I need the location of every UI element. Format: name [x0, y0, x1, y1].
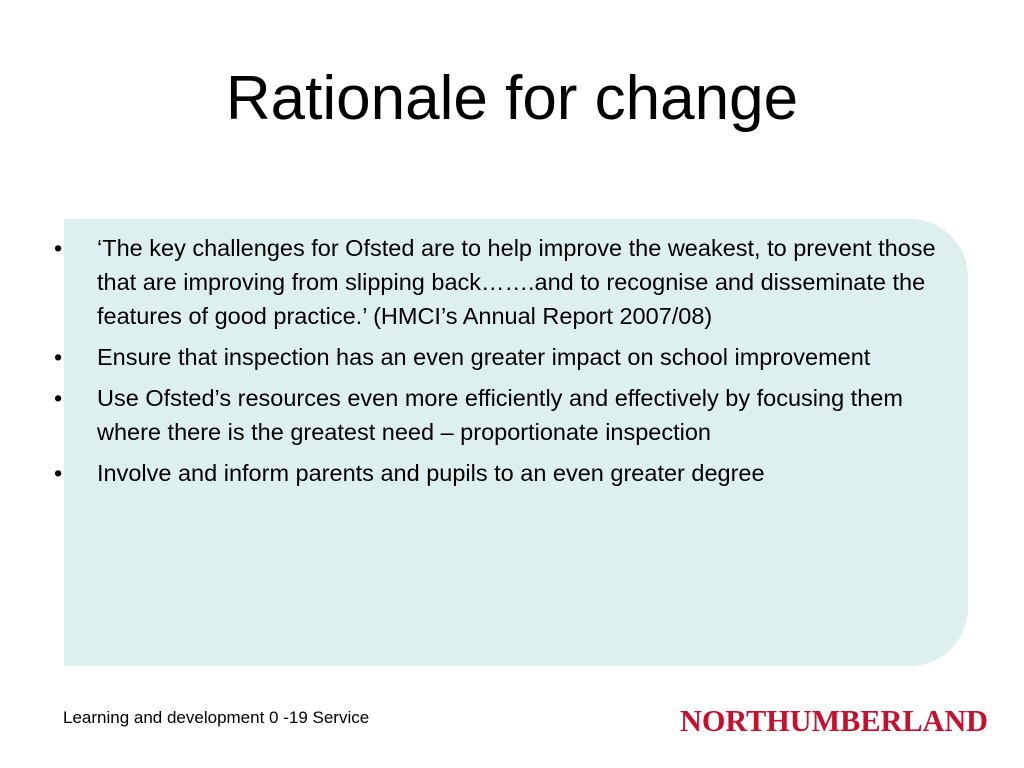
bullet-item-parents: [54, 456, 954, 490]
northumberland-logo: [678, 698, 992, 740]
bullet-icon: •: [54, 460, 63, 486]
bullet-item-resources: [54, 381, 954, 449]
bullet-item-challenges: [54, 231, 954, 333]
bullet-text: Use Ofsted’s resources even more efficiently and effectively by focusing them where there is the greatest need – proportionate inspection: [97, 385, 903, 445]
slide-title: Rationale for change: [225, 64, 799, 133]
bullet-text: Involve and inform parents and pupils to an even greater degree: [97, 460, 765, 486]
footer-service-label: Learning and development 0 -19 Service: [63, 708, 370, 727]
bullet-icon: •: [54, 385, 63, 411]
bullet-text: ‘The key challenges for Ofsted are to help improve the weakest, to prevent those that are improving from slipping back…….and to recognise and disseminate the features of good practice.’ (HMCI’s Annual Report 2007/08): [97, 235, 936, 329]
bullet-icon: •: [54, 344, 63, 370]
bullet-list: [54, 231, 954, 497]
bullet-icon: •: [54, 235, 63, 261]
bullet-text: Ensure that inspection has an even greater impact on school improvement: [97, 344, 871, 370]
bullet-item-impact: [54, 340, 954, 374]
northumberland-logo-graphic: [678, 698, 992, 740]
logo-wordmark: NORTHUMBERLAND: [680, 703, 988, 738]
